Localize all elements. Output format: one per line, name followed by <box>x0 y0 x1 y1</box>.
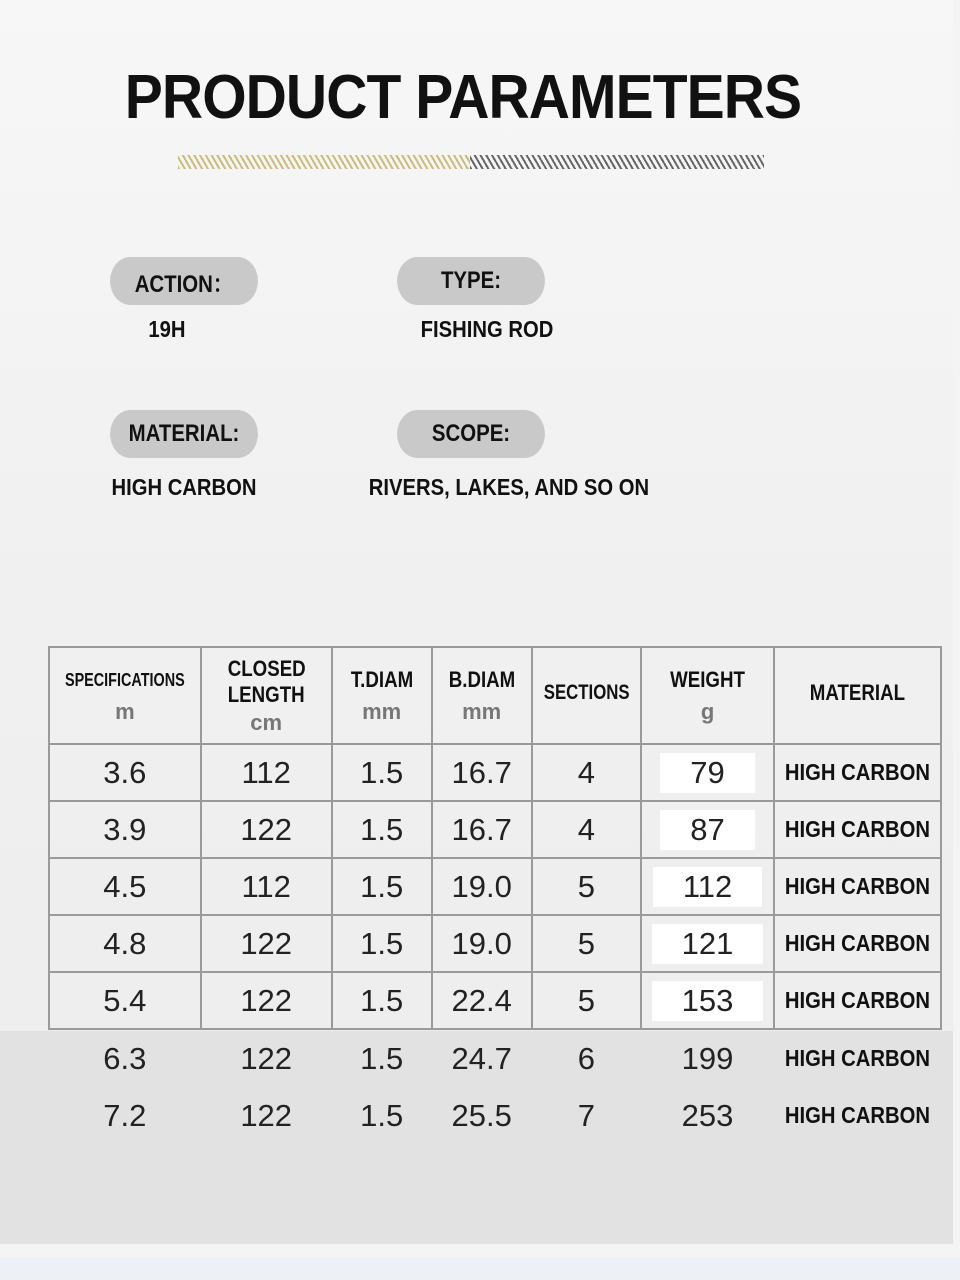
cell-value: 122 <box>240 1097 293 1133</box>
cell-weight <box>641 915 774 972</box>
cell-closed-length <box>201 858 332 915</box>
header-name: SECTIONS <box>543 680 630 704</box>
header-unit: cm <box>250 709 283 735</box>
cell-t-diam <box>332 972 432 1029</box>
cell-material <box>774 858 941 915</box>
cell-value: 87 <box>660 810 754 850</box>
page-title: PRODUCT PARAMETERS <box>124 63 802 132</box>
scope-value: RIVERS, LAKES, AND SO ON <box>368 474 650 500</box>
cell-weight <box>641 972 774 1029</box>
header-unit: m <box>115 698 135 724</box>
cell-value: 112 <box>241 754 291 790</box>
cell-value: 199 <box>681 1040 734 1076</box>
cell-spec <box>49 1029 201 1087</box>
cell-t-diam <box>332 915 432 972</box>
cell-closed-length <box>201 1087 332 1144</box>
cell-material <box>774 801 941 858</box>
table-row <box>49 801 941 858</box>
table-row <box>49 1087 941 1144</box>
cell-value: 25.5 <box>451 1097 512 1133</box>
cell-weight <box>641 744 774 801</box>
cell-value: 22.4 <box>451 982 512 1018</box>
cell-value: 4 <box>577 754 595 790</box>
cell-value: 1.5 <box>360 982 404 1018</box>
cell-material <box>774 744 941 801</box>
cell-b-diam <box>432 972 532 1029</box>
table-row <box>49 915 941 972</box>
cell-b-diam <box>432 915 532 972</box>
cell-value: 1.5 <box>360 811 404 847</box>
cell-value: 7 <box>577 1097 595 1133</box>
cell-b-diam <box>432 1029 532 1087</box>
cell-closed-length <box>201 1029 332 1087</box>
cell-value: 19.0 <box>451 868 512 904</box>
cell-value: 1.5 <box>360 1097 404 1133</box>
header-name: WEIGHT <box>670 666 745 692</box>
cell-value: 5 <box>577 925 595 961</box>
spec-table <box>48 646 942 1144</box>
cell-value: 79 <box>660 753 754 793</box>
cell-sections <box>532 915 641 972</box>
cell-value: 4 <box>577 811 595 847</box>
cell-value: 16.7 <box>451 811 512 847</box>
cell-b-diam <box>432 744 532 801</box>
cell-t-diam <box>332 744 432 801</box>
cell-value: 122 <box>240 811 293 847</box>
cell-value: HIGH CARBON <box>784 1045 930 1071</box>
header-unit: mm <box>362 698 402 724</box>
header-material <box>774 647 941 744</box>
cell-spec <box>49 801 201 858</box>
cell-value: 4.5 <box>103 868 147 904</box>
cell-value: HIGH CARBON <box>784 759 930 785</box>
cell-weight <box>641 801 774 858</box>
header-weight <box>641 647 774 744</box>
cell-closed-length <box>201 972 332 1029</box>
action-label-pill: ACTION： <box>110 257 258 305</box>
cell-value: 1.5 <box>360 1040 404 1076</box>
cell-value: HIGH CARBON <box>784 816 930 842</box>
cell-value: 19.0 <box>451 925 512 961</box>
cell-value: HIGH CARBON <box>784 987 930 1013</box>
header-t-diam <box>332 647 432 744</box>
cell-value: 3.6 <box>103 754 147 790</box>
table-row <box>49 972 941 1029</box>
header-sections <box>532 647 641 744</box>
cell-value: 112 <box>241 868 291 904</box>
cell-t-diam <box>332 1087 432 1144</box>
cell-sections <box>532 972 641 1029</box>
cell-b-diam <box>432 858 532 915</box>
table-row <box>49 858 941 915</box>
cell-value: 4.8 <box>103 925 147 961</box>
cell-weight <box>641 1087 774 1144</box>
cell-spec <box>49 1087 201 1144</box>
header-unit: mm <box>462 698 502 724</box>
cell-spec <box>49 972 201 1029</box>
scope-label-pill: SCOPE: <box>397 410 545 458</box>
cell-t-diam <box>332 1029 432 1087</box>
table-row <box>49 744 941 801</box>
table-row <box>49 1029 941 1087</box>
cell-b-diam <box>432 1087 532 1144</box>
cell-spec <box>49 744 201 801</box>
cell-material <box>774 915 941 972</box>
cell-value: 5 <box>577 982 595 1018</box>
cell-value: 122 <box>240 982 293 1018</box>
cell-spec <box>49 915 201 972</box>
cell-sections <box>532 858 641 915</box>
cell-weight <box>641 1029 774 1087</box>
cell-value: 153 <box>652 981 764 1021</box>
cell-value: 253 <box>681 1097 734 1133</box>
header-name: CLOSED LENGTH <box>227 655 306 707</box>
cell-closed-length <box>201 915 332 972</box>
cell-closed-length <box>201 801 332 858</box>
cell-value: 16.7 <box>451 754 512 790</box>
header-name: SPECIFICATIONS <box>64 669 185 690</box>
cell-value: 122 <box>240 925 293 961</box>
cell-value: 1.5 <box>360 868 404 904</box>
cell-value: 112 <box>653 867 762 907</box>
cell-value: 5 <box>577 868 595 904</box>
cell-value: 122 <box>240 1040 293 1076</box>
cell-weight <box>641 858 774 915</box>
material-label-pill: MATERIAL: <box>110 410 258 458</box>
cell-t-diam <box>332 801 432 858</box>
cell-value: 5.4 <box>103 982 147 1018</box>
divider-gold-stripes <box>178 155 470 169</box>
header-unit: g <box>700 698 715 724</box>
header-name: MATERIAL <box>809 679 906 705</box>
action-value: 19H <box>148 316 186 342</box>
cell-material <box>774 1029 941 1087</box>
divider-gray-stripes <box>470 155 764 169</box>
cell-value: 121 <box>652 924 764 964</box>
cell-value: 1.5 <box>360 754 404 790</box>
cell-sections <box>532 744 641 801</box>
cell-value: HIGH CARBON <box>784 873 930 899</box>
title-divider <box>178 155 764 169</box>
cell-value: 6 <box>577 1040 595 1076</box>
header-specifications <box>49 647 201 744</box>
material-value: HIGH CARBON <box>111 474 257 500</box>
cell-t-diam <box>332 858 432 915</box>
cell-value: HIGH CARBON <box>784 930 930 956</box>
cell-value: 24.7 <box>451 1040 512 1076</box>
cell-value: HIGH CARBON <box>784 1102 930 1128</box>
header-name: T.DIAM <box>350 666 413 692</box>
bottom-band <box>0 1258 960 1280</box>
header-b-diam <box>432 647 532 744</box>
cell-b-diam <box>432 801 532 858</box>
header-name: B.DIAM <box>448 666 515 692</box>
cell-value: 3.9 <box>103 811 147 847</box>
cell-closed-length <box>201 744 332 801</box>
cell-value: 1.5 <box>360 925 404 961</box>
type-value: FISHING ROD <box>420 316 554 342</box>
cell-spec <box>49 858 201 915</box>
cell-sections <box>532 1087 641 1144</box>
type-label-pill: TYPE: <box>397 257 545 305</box>
cell-sections <box>532 801 641 858</box>
table-header-row <box>49 647 941 744</box>
cell-sections <box>532 1029 641 1087</box>
cell-value: 6.3 <box>103 1040 147 1076</box>
cell-material <box>774 1087 941 1144</box>
cell-value: 7.2 <box>103 1097 147 1133</box>
cell-material <box>774 972 941 1029</box>
header-closed-length <box>201 647 332 744</box>
